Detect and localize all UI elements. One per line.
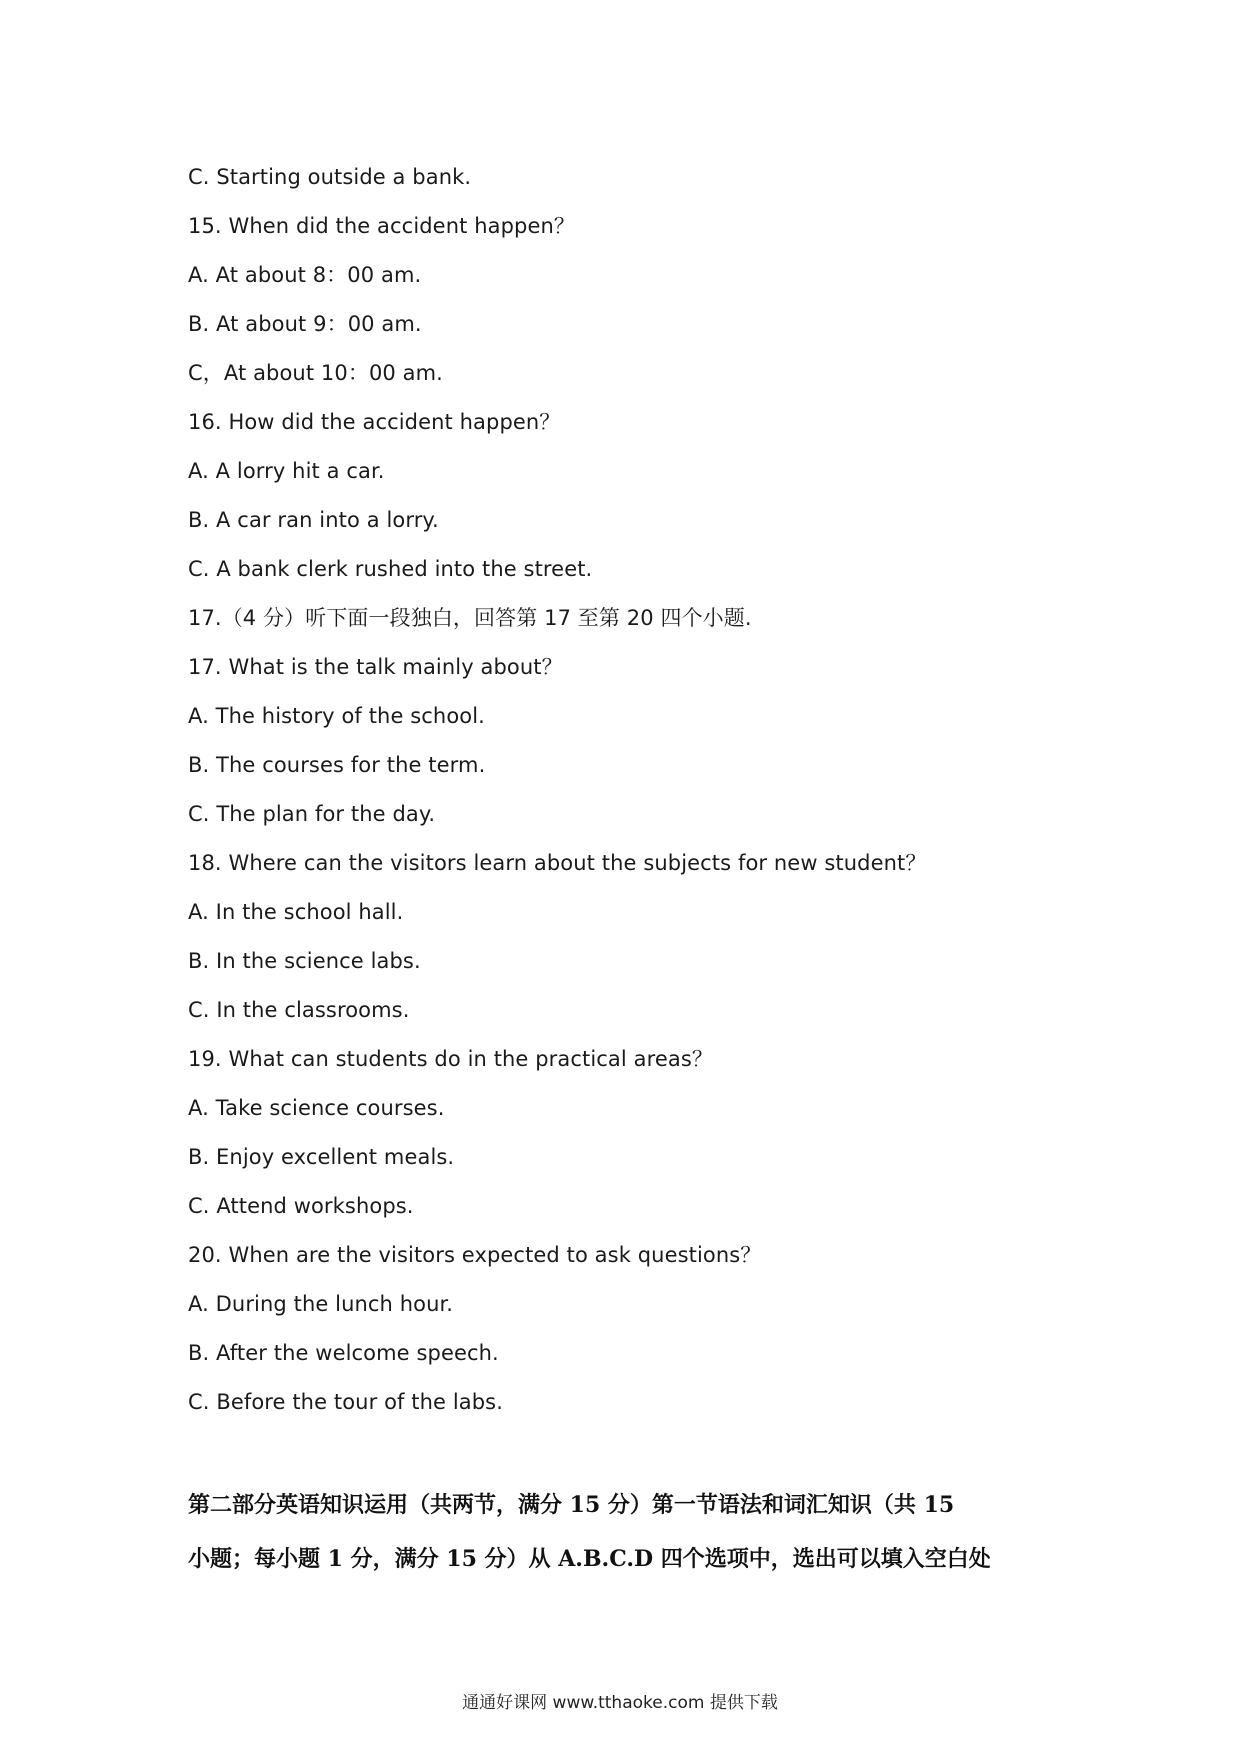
option-line: A. Take science courses.: [188, 1096, 445, 1120]
option-line: B. The courses for the term.: [188, 753, 486, 777]
part-two-heading-line-1: 第二部分英语知识运用（共两节，满分 15 分）第一节语法和词汇知识（共 15: [188, 1492, 955, 1518]
option-line: B. In the science labs.: [188, 949, 421, 973]
option-line: C. The plan for the day.: [188, 802, 436, 826]
question-16: 16. How did the accident happen？: [188, 410, 561, 434]
question-20: 20. When are the visitors expected to ask questions？: [188, 1243, 762, 1267]
question-17: 17. What is the talk mainly about？: [188, 655, 563, 679]
page-footer: 通通好课网 www.tthaoke.com 提供下载: [462, 1693, 778, 1713]
question-18: 18. Where can the visitors learn about the subjects for new student？: [188, 851, 927, 875]
option-line: C，At about 10：00 am.: [188, 361, 443, 385]
option-line: B. A car ran into a lorry.: [188, 508, 439, 532]
option-line: A. In the school hall.: [188, 900, 404, 924]
option-line: B. After the welcome speech.: [188, 1341, 499, 1365]
option-line: C. In the classrooms.: [188, 998, 410, 1022]
option-line: C. Attend workshops.: [188, 1194, 414, 1218]
listening-instruction: 17.（4 分）听下面一段独白，回答第 17 至第 20 四个小题.: [188, 606, 752, 630]
part-two-heading-line-2: 小题；每小题 1 分，满分 15 分）从 A.B.C.D 四个选项中，选出可以填入空白处: [188, 1546, 991, 1572]
option-line: C. Before the tour of the labs.: [188, 1390, 503, 1414]
question-19: 19. What can students do in the practical areas？: [188, 1047, 713, 1071]
option-line: A. At about 8：00 am.: [188, 263, 422, 287]
part-two-heading: [188, 1478, 1058, 1586]
option-line: B. Enjoy excellent meals.: [188, 1145, 455, 1169]
question-15: 15. When did the accident happen？: [188, 214, 575, 238]
option-line: C. A bank clerk rushed into the street.: [188, 557, 593, 581]
option-line: A. During the lunch hour.: [188, 1292, 454, 1316]
question-list: [188, 160, 1088, 1434]
option-line: C. Starting outside a bank.: [188, 165, 472, 189]
option-line: A. A lorry hit a car.: [188, 459, 385, 483]
option-line: A. The history of the school.: [188, 704, 485, 728]
option-line: B. At about 9：00 am.: [188, 312, 422, 336]
